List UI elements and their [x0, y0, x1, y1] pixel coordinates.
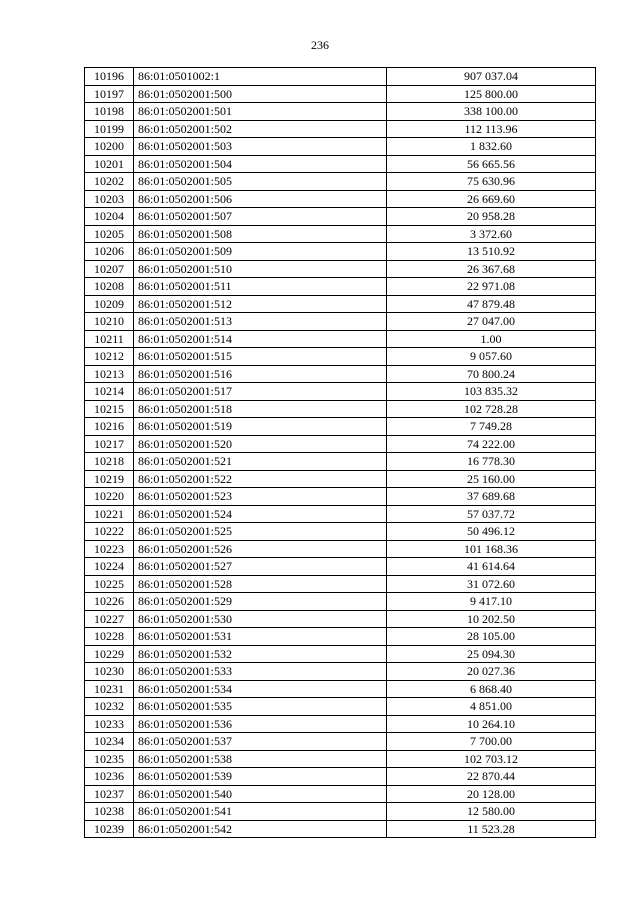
row-number-cell: 10209	[85, 295, 134, 313]
cadastral-number-cell: 86:01:0502001:502	[134, 120, 387, 138]
value-cell: 70 800.24	[387, 365, 596, 383]
cadastral-number-cell: 86:01:0502001:542	[134, 820, 387, 838]
table-row	[85, 313, 596, 331]
table-row	[85, 750, 596, 768]
value-cell: 10 264.10	[387, 715, 596, 733]
value-cell: 27 047.00	[387, 313, 596, 331]
value-cell: 56 665.56	[387, 155, 596, 173]
cadastral-number-cell: 86:01:0502001:522	[134, 470, 387, 488]
cadastral-number-cell: 86:01:0502001:517	[134, 383, 387, 401]
value-cell: 11 523.28	[387, 820, 596, 838]
row-number-cell: 10223	[85, 540, 134, 558]
cadastral-number-cell: 86:01:0502001:515	[134, 348, 387, 366]
cadastral-number-cell: 86:01:0502001:536	[134, 715, 387, 733]
cadastral-number-cell: 86:01:0502001:530	[134, 610, 387, 628]
cadastral-number-cell: 86:01:0502001:526	[134, 540, 387, 558]
row-number-cell: 10216	[85, 418, 134, 436]
cadastral-number-cell: 86:01:0502001:524	[134, 505, 387, 523]
cadastral-number-cell: 86:01:0502001:529	[134, 593, 387, 611]
cadastral-number-cell: 86:01:0502001:507	[134, 208, 387, 226]
value-cell: 75 630.96	[387, 173, 596, 191]
cadastral-number-cell: 86:01:0502001:538	[134, 750, 387, 768]
table-row	[85, 610, 596, 628]
table-row	[85, 85, 596, 103]
cadastral-number-cell: 86:01:0502001:539	[134, 768, 387, 786]
table-row	[85, 225, 596, 243]
table-row	[85, 628, 596, 646]
cadastral-number-cell: 86:01:0502001:511	[134, 278, 387, 296]
row-number-cell: 10233	[85, 715, 134, 733]
cadastral-number-cell: 86:01:0502001:534	[134, 680, 387, 698]
row-number-cell: 10220	[85, 488, 134, 506]
cadastral-number-cell: 86:01:0502001:500	[134, 85, 387, 103]
table-row	[85, 470, 596, 488]
cadastral-number-cell: 86:01:0502001:520	[134, 435, 387, 453]
value-cell: 20 958.28	[387, 208, 596, 226]
row-number-cell: 10208	[85, 278, 134, 296]
table-row	[85, 208, 596, 226]
table-row	[85, 680, 596, 698]
table-row	[85, 575, 596, 593]
row-number-cell: 10211	[85, 330, 134, 348]
table-row	[85, 820, 596, 838]
value-cell: 6 868.40	[387, 680, 596, 698]
cadastral-number-cell: 86:01:0502001:533	[134, 663, 387, 681]
value-cell: 102 728.28	[387, 400, 596, 418]
table-row	[85, 120, 596, 138]
cadastral-number-cell: 86:01:0502001:503	[134, 138, 387, 156]
value-cell: 25 160.00	[387, 470, 596, 488]
cadastral-number-cell: 86:01:0502001:531	[134, 628, 387, 646]
value-cell: 907 037.04	[387, 68, 596, 86]
table-row	[85, 243, 596, 261]
cadastral-number-cell: 86:01:0502001:501	[134, 103, 387, 121]
table-row	[85, 593, 596, 611]
table-row	[85, 645, 596, 663]
value-cell: 101 168.36	[387, 540, 596, 558]
value-cell: 338 100.00	[387, 103, 596, 121]
cadastral-number-cell: 86:01:0502001:525	[134, 523, 387, 541]
value-cell: 112 113.96	[387, 120, 596, 138]
cadastral-number-cell: 86:01:0502001:519	[134, 418, 387, 436]
value-cell: 31 072.60	[387, 575, 596, 593]
cadastral-number-cell: 86:01:0502001:540	[134, 785, 387, 803]
row-number-cell: 10203	[85, 190, 134, 208]
table-row	[85, 383, 596, 401]
table-row	[85, 138, 596, 156]
value-cell: 20 128.00	[387, 785, 596, 803]
value-cell: 26 367.68	[387, 260, 596, 278]
value-cell: 1.00	[387, 330, 596, 348]
table-row	[85, 348, 596, 366]
row-number-cell: 10235	[85, 750, 134, 768]
table-row	[85, 540, 596, 558]
row-number-cell: 10205	[85, 225, 134, 243]
table-row	[85, 488, 596, 506]
value-cell: 25 094.30	[387, 645, 596, 663]
row-number-cell: 10227	[85, 610, 134, 628]
row-number-cell: 10206	[85, 243, 134, 261]
table-row	[85, 173, 596, 191]
table-row	[85, 715, 596, 733]
cadastral-number-cell: 86:01:0502001:509	[134, 243, 387, 261]
row-number-cell: 10221	[85, 505, 134, 523]
row-number-cell: 10238	[85, 803, 134, 821]
table-row	[85, 155, 596, 173]
value-cell: 57 037.72	[387, 505, 596, 523]
value-cell: 20 027.36	[387, 663, 596, 681]
row-number-cell: 10204	[85, 208, 134, 226]
row-number-cell: 10214	[85, 383, 134, 401]
cadastral-number-cell: 86:01:0502001:532	[134, 645, 387, 663]
table-row	[85, 278, 596, 296]
cadastral-number-cell: 86:01:0502001:528	[134, 575, 387, 593]
row-number-cell: 10212	[85, 348, 134, 366]
table-row	[85, 733, 596, 751]
cadastral-number-cell: 86:01:0502001:521	[134, 453, 387, 471]
table-row	[85, 785, 596, 803]
row-number-cell: 10213	[85, 365, 134, 383]
row-number-cell: 10225	[85, 575, 134, 593]
cadastral-number-cell: 86:01:0502001:512	[134, 295, 387, 313]
row-number-cell: 10215	[85, 400, 134, 418]
table-row	[85, 558, 596, 576]
row-number-cell: 10219	[85, 470, 134, 488]
table-row	[85, 330, 596, 348]
row-number-cell: 10199	[85, 120, 134, 138]
row-number-cell: 10198	[85, 103, 134, 121]
value-cell: 28 105.00	[387, 628, 596, 646]
table-row	[85, 68, 596, 86]
cadastral-number-cell: 86:01:0502001:535	[134, 698, 387, 716]
table-row	[85, 803, 596, 821]
table-row	[85, 768, 596, 786]
row-number-cell: 10197	[85, 85, 134, 103]
row-number-cell: 10210	[85, 313, 134, 331]
row-number-cell: 10224	[85, 558, 134, 576]
value-cell: 50 496.12	[387, 523, 596, 541]
value-cell: 22 971.08	[387, 278, 596, 296]
cadastral-number-cell: 86:01:0502001:516	[134, 365, 387, 383]
value-cell: 47 879.48	[387, 295, 596, 313]
cadastral-number-cell: 86:01:0501002:1	[134, 68, 387, 86]
cadastral-number-cell: 86:01:0502001:505	[134, 173, 387, 191]
row-number-cell: 10196	[85, 68, 134, 86]
cadastral-number-cell: 86:01:0502001:518	[134, 400, 387, 418]
value-cell: 41 614.64	[387, 558, 596, 576]
value-cell: 16 778.30	[387, 453, 596, 471]
value-cell: 12 580.00	[387, 803, 596, 821]
value-cell: 1 832.60	[387, 138, 596, 156]
row-number-cell: 10202	[85, 173, 134, 191]
table-row	[85, 260, 596, 278]
table-row	[85, 435, 596, 453]
table-row	[85, 418, 596, 436]
value-cell: 102 703.12	[387, 750, 596, 768]
row-number-cell: 10229	[85, 645, 134, 663]
row-number-cell: 10201	[85, 155, 134, 173]
cadastral-number-cell: 86:01:0502001:541	[134, 803, 387, 821]
table-row	[85, 663, 596, 681]
value-cell: 22 870.44	[387, 768, 596, 786]
value-cell: 125 800.00	[387, 85, 596, 103]
row-number-cell: 10218	[85, 453, 134, 471]
table-row	[85, 103, 596, 121]
table-row	[85, 698, 596, 716]
value-cell: 10 202.50	[387, 610, 596, 628]
row-number-cell: 10226	[85, 593, 134, 611]
value-cell: 7 749.28	[387, 418, 596, 436]
cadastral-number-cell: 86:01:0502001:506	[134, 190, 387, 208]
value-cell: 13 510.92	[387, 243, 596, 261]
value-cell: 9 057.60	[387, 348, 596, 366]
page-number: 236	[311, 38, 329, 52]
row-number-cell: 10230	[85, 663, 134, 681]
table-row	[85, 365, 596, 383]
row-number-cell: 10222	[85, 523, 134, 541]
value-cell: 7 700.00	[387, 733, 596, 751]
table-row	[85, 453, 596, 471]
row-number-cell: 10200	[85, 138, 134, 156]
table-row	[85, 505, 596, 523]
value-cell: 74 222.00	[387, 435, 596, 453]
row-number-cell: 10232	[85, 698, 134, 716]
cadastral-value-table	[84, 67, 596, 838]
cadastral-number-cell: 86:01:0502001:514	[134, 330, 387, 348]
table-row	[85, 400, 596, 418]
cadastral-number-cell: 86:01:0502001:510	[134, 260, 387, 278]
row-number-cell: 10217	[85, 435, 134, 453]
cadastral-number-cell: 86:01:0502001:504	[134, 155, 387, 173]
row-number-cell: 10207	[85, 260, 134, 278]
value-cell: 3 372.60	[387, 225, 596, 243]
value-cell: 4 851.00	[387, 698, 596, 716]
cadastral-number-cell: 86:01:0502001:508	[134, 225, 387, 243]
cadastral-number-cell: 86:01:0502001:523	[134, 488, 387, 506]
value-cell: 26 669.60	[387, 190, 596, 208]
row-number-cell: 10236	[85, 768, 134, 786]
row-number-cell: 10237	[85, 785, 134, 803]
cadastral-number-cell: 86:01:0502001:537	[134, 733, 387, 751]
row-number-cell: 10239	[85, 820, 134, 838]
row-number-cell: 10234	[85, 733, 134, 751]
table-row	[85, 295, 596, 313]
cadastral-number-cell: 86:01:0502001:513	[134, 313, 387, 331]
table-row	[85, 523, 596, 541]
value-cell: 103 835.32	[387, 383, 596, 401]
table-row	[85, 190, 596, 208]
row-number-cell: 10228	[85, 628, 134, 646]
value-cell: 9 417.10	[387, 593, 596, 611]
cadastral-number-cell: 86:01:0502001:527	[134, 558, 387, 576]
table-body	[85, 68, 596, 838]
row-number-cell: 10231	[85, 680, 134, 698]
value-cell: 37 689.68	[387, 488, 596, 506]
